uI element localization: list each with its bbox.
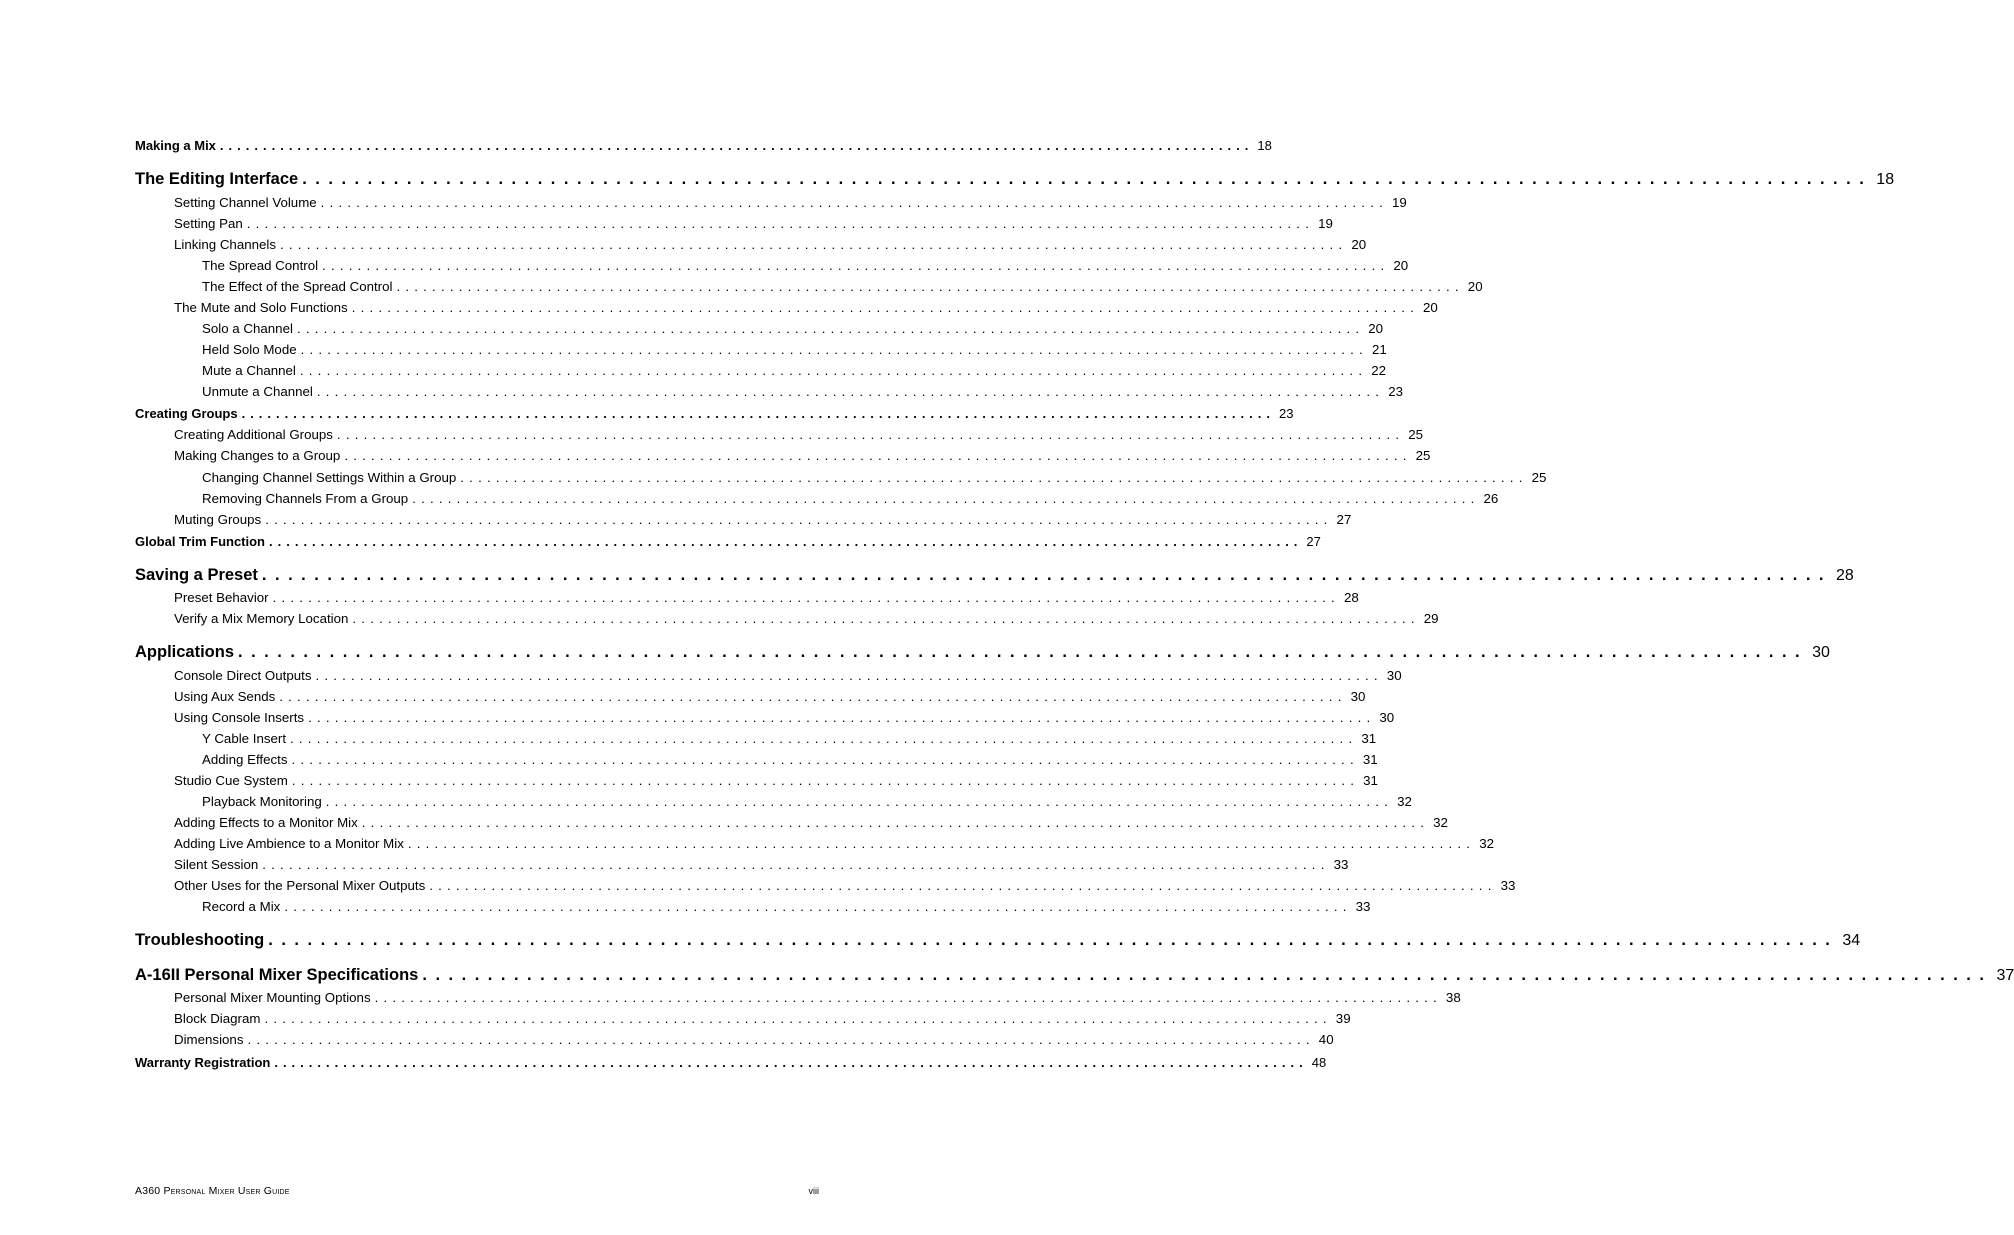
toc-entry[interactable] — [135, 534, 1321, 549]
toc-entry[interactable] — [135, 611, 1439, 626]
toc-entry[interactable] — [135, 138, 1272, 153]
toc-entry[interactable] — [135, 491, 1499, 506]
toc-entry-title: Adding Live Ambience to a Monitor Mix — [174, 836, 404, 851]
dot-leader: ........................................................................................................................ — [272, 590, 1340, 605]
toc-entry-page: 30 — [1812, 644, 1830, 661]
dot-leader: ........................................................................................................................ — [280, 237, 1348, 252]
dot-leader: ........................................................................................................................ — [315, 668, 1383, 683]
toc-entry-page: 25 — [1531, 470, 1547, 485]
dot-leader: ........................................................................................................................ — [279, 689, 1347, 704]
dot-leader: ........................................................................................................................ — [262, 857, 1330, 872]
toc-entry-page: 18 — [1876, 171, 1895, 188]
toc-entry[interactable] — [135, 857, 1349, 872]
toc-entry-page: 32 — [1479, 836, 1494, 851]
toc-entry-page: 25 — [1408, 427, 1424, 442]
toc-entry[interactable] — [135, 590, 1359, 605]
footer-title-text: A360 Personal Mixer User Guide — [135, 1185, 290, 1197]
toc-entry-page: 27 — [1336, 512, 1352, 527]
toc-entry[interactable] — [135, 470, 1547, 485]
toc-entry-page: 20 — [1368, 321, 1384, 336]
toc-entry-page: 18 — [1257, 138, 1272, 153]
toc-entry-title: Using Console Inserts — [174, 710, 305, 725]
dot-leader: ........................................................................................................................ — [291, 773, 1360, 788]
toc-entry-title: Saving a Preset — [135, 566, 258, 584]
toc-entry-title: Making a Mix — [135, 138, 216, 153]
dot-leader: ........................................................................................................................ — [300, 342, 1368, 357]
dot-leader: ........................................................................................................................ — [308, 710, 1376, 725]
toc-entry[interactable] — [135, 1032, 1334, 1047]
toc-entry-title: Setting Channel Volume — [174, 195, 317, 210]
toc-entry-title: Preset Behavior — [174, 590, 269, 605]
toc-entry[interactable] — [135, 170, 1895, 189]
toc-entry-page: 32 — [1397, 794, 1412, 809]
dot-leader: ........................................................................................................................ — [269, 534, 1303, 549]
toc-entry-title: The Spread Control — [202, 258, 319, 273]
toc-entry-title: Silent Session — [174, 857, 259, 872]
dot-leader: ........................................................................................................................ — [429, 878, 1497, 893]
toc-entry-title: The Editing Interface — [135, 170, 299, 188]
dot-leader: ........................................................................................................................ — [274, 1055, 1308, 1070]
toc-entry-page: 25 — [1415, 448, 1431, 463]
toc-entry-page: 30 — [1386, 668, 1402, 683]
toc-entry-page: 20 — [1467, 279, 1483, 294]
dot-leader: ........................................................................................................................ — [219, 138, 1254, 153]
toc-entry-page: 30 — [1350, 689, 1366, 704]
dot-leader: ........................................................................................................................ — [265, 512, 1333, 527]
toc-entry-page: 22 — [1371, 363, 1387, 378]
toc-entry-title: Dimensions — [174, 1032, 244, 1047]
toc-entry-page: 19 — [1392, 195, 1407, 210]
toc-entry[interactable] — [135, 566, 1854, 585]
toc-entry[interactable] — [135, 899, 1371, 914]
footer-document-title — [135, 1185, 290, 1197]
toc-entry[interactable] — [135, 836, 1494, 851]
footer-page-number: viii — [808, 1186, 819, 1196]
toc-entry-page: 30 — [1379, 710, 1395, 725]
toc-entry-title: Setting Pan — [174, 216, 243, 231]
toc-entry-title: Applications — [135, 643, 235, 661]
toc-entry-page: 23 — [1279, 406, 1294, 421]
dot-leader: ........................................................................................................................ — [238, 643, 1809, 661]
dot-leader: ........................................................................................................................ — [316, 384, 1385, 399]
toc-entry-title: Muting Groups — [174, 512, 262, 527]
dot-leader: ........................................................................................................................ — [361, 815, 1430, 830]
dot-leader: ........................................................................................................................ — [261, 566, 1833, 584]
toc-entry-page: 33 — [1355, 899, 1371, 914]
dot-leader: ........................................................................................................................ — [325, 794, 1394, 809]
toc-entry[interactable] — [135, 668, 1402, 683]
toc-entry-title: The Mute and Solo Functions — [174, 300, 348, 315]
toc-entry-page: 19 — [1318, 216, 1333, 231]
toc-entry-title: Using Aux Sends — [174, 689, 276, 704]
toc-entry[interactable] — [135, 1011, 1351, 1026]
toc-entry[interactable] — [135, 342, 1387, 357]
dot-leader: ........................................................................................................................ — [336, 427, 1405, 442]
toc-entry[interactable] — [135, 966, 2014, 985]
toc-entry[interactable] — [135, 990, 1461, 1005]
toc-entry-page: 31 — [1363, 773, 1378, 788]
toc-entry-page: 28 — [1836, 567, 1854, 584]
dot-leader: ........................................................................................................................ — [320, 195, 1388, 210]
toc-entry-title: Personal Mixer Mounting Options — [174, 990, 371, 1005]
toc-entry[interactable] — [135, 258, 1409, 273]
toc-entry-title: Mute a Channel — [202, 363, 296, 378]
toc-entry[interactable] — [135, 794, 1412, 809]
toc-entry-title: Creating Groups — [135, 406, 238, 421]
toc-entry[interactable] — [135, 363, 1387, 378]
toc-entry-page: 48 — [1311, 1055, 1327, 1070]
toc-entry-page: 21 — [1371, 342, 1387, 357]
toc-entry[interactable] — [135, 384, 1403, 399]
dot-leader: ........................................................................................................................ — [351, 300, 1420, 315]
toc-entry-title: The Effect of the Spread Control — [202, 279, 393, 294]
toc-entry[interactable] — [135, 773, 1378, 788]
dot-leader: ........................................................................................................................ — [290, 731, 1358, 746]
toc-entry-page: 33 — [1333, 857, 1349, 872]
toc-entry-title: Y Cable Insert — [202, 731, 287, 746]
toc-entry-title: Making Changes to a Group — [174, 448, 341, 463]
dot-leader: ........................................................................................................................ — [374, 990, 1442, 1005]
toc-entry-page: 27 — [1306, 534, 1321, 549]
toc-entry[interactable] — [135, 710, 1395, 725]
dot-leader: ........................................................................................................................ — [241, 406, 1275, 421]
toc-entry-title: Changing Channel Settings Within a Group — [202, 470, 457, 485]
dot-leader: ........................................................................................................................ — [422, 966, 1993, 984]
toc-entry-page: 29 — [1423, 611, 1439, 626]
toc-entry-title: Block Diagram — [174, 1011, 261, 1026]
toc-entry[interactable] — [135, 643, 1830, 662]
toc-entry-title: Record a Mix — [202, 899, 281, 914]
toc-entry-title: Held Solo Mode — [202, 342, 297, 357]
toc-entry-page: 20 — [1351, 237, 1367, 252]
toc-entry-title: Playback Monitoring — [202, 794, 322, 809]
dot-leader: ........................................................................................................................ — [407, 836, 1476, 851]
dot-leader: ........................................................................................................................ — [291, 752, 1359, 767]
toc-entry-page: 40 — [1318, 1032, 1334, 1047]
toc-entry-title: Adding Effects to a Monitor Mix — [174, 815, 358, 830]
dot-leader: ........................................................................................................................ — [460, 470, 1528, 485]
toc-entry-page: 34 — [1842, 932, 1861, 949]
toc-entry-title: Verify a Mix Memory Location — [174, 611, 349, 626]
dot-leader: ........................................................................................................................ — [396, 279, 1464, 294]
toc-entry[interactable] — [135, 1055, 1327, 1070]
toc-entry-title: Solo a Channel — [202, 321, 293, 336]
toc-entry-page: 32 — [1433, 815, 1448, 830]
toc-entry-page: 26 — [1483, 491, 1499, 506]
toc-entry-title: A-16II Personal Mixer Specifications — [135, 966, 419, 984]
toc-entry[interactable] — [135, 427, 1424, 442]
dot-leader: ........................................................................................................................ — [299, 363, 1368, 378]
toc-entry-page: 37 — [1996, 967, 2014, 984]
dot-leader: ........................................................................................................................ — [322, 258, 1390, 273]
dot-leader: ........................................................................................................................ — [246, 216, 1315, 231]
toc-entry-page: 20 — [1393, 258, 1409, 273]
dot-leader: ........................................................................................................................ — [264, 1011, 1332, 1026]
toc-entry[interactable] — [135, 815, 1448, 830]
dot-leader: ........................................................................................................................ — [247, 1032, 1315, 1047]
toc-entry[interactable] — [135, 512, 1352, 527]
toc-entry-title: Troubleshooting — [135, 931, 265, 949]
toc-entry-page: 33 — [1500, 878, 1516, 893]
toc-entry-title: Creating Additional Groups — [174, 427, 333, 442]
toc-entry[interactable] — [135, 321, 1384, 336]
toc-entry-page: 31 — [1361, 731, 1377, 746]
toc-entry-title: Unmute a Channel — [202, 384, 313, 399]
toc-entry[interactable] — [135, 931, 1861, 950]
toc-entry-page: 31 — [1362, 752, 1378, 767]
toc-entry-page: 28 — [1343, 590, 1359, 605]
toc-entry[interactable] — [135, 300, 1438, 315]
toc-entry-title: Other Uses for the Personal Mixer Outputs — [174, 878, 426, 893]
dot-leader: ........................................................................................................................ — [344, 448, 1412, 463]
toc-entry[interactable] — [135, 731, 1377, 746]
toc-entry-title: Console Direct Outputs — [174, 668, 312, 683]
toc-entry[interactable] — [135, 406, 1294, 421]
toc-entry-title: Warranty Registration — [135, 1055, 271, 1070]
toc-entry[interactable] — [135, 752, 1378, 767]
dot-leader: ........................................................................................................................ — [284, 899, 1352, 914]
dot-leader: ........................................................................................................................ — [302, 170, 1873, 188]
toc-entry-title: Studio Cue System — [174, 773, 288, 788]
toc-entry-page: 39 — [1335, 1011, 1351, 1026]
toc-entry-title: Linking Channels — [174, 237, 277, 252]
toc-entry-page: 23 — [1388, 384, 1403, 399]
dot-leader: ........................................................................................................................ — [352, 611, 1420, 626]
toc-entry-page: 38 — [1445, 990, 1461, 1005]
dot-leader: ........................................................................................................................ — [296, 321, 1365, 336]
toc-entry[interactable] — [135, 279, 1483, 294]
toc-entry-page: 20 — [1423, 300, 1438, 315]
toc-entry[interactable] — [135, 237, 1367, 252]
dot-leader: ........................................................................................................................ — [412, 491, 1480, 506]
toc-entry[interactable] — [135, 448, 1431, 463]
toc-entry-title: Adding Effects — [202, 752, 288, 767]
toc-entry-title: Removing Channels From a Group — [202, 491, 409, 506]
toc-entry[interactable] — [135, 195, 1407, 210]
toc-entry[interactable] — [135, 216, 1333, 231]
toc-entry[interactable] — [135, 689, 1366, 704]
toc-entry[interactable] — [135, 878, 1516, 893]
toc-entry-title: Global Trim Function — [135, 534, 265, 549]
dot-leader: ........................................................................................................................ — [268, 931, 1839, 949]
